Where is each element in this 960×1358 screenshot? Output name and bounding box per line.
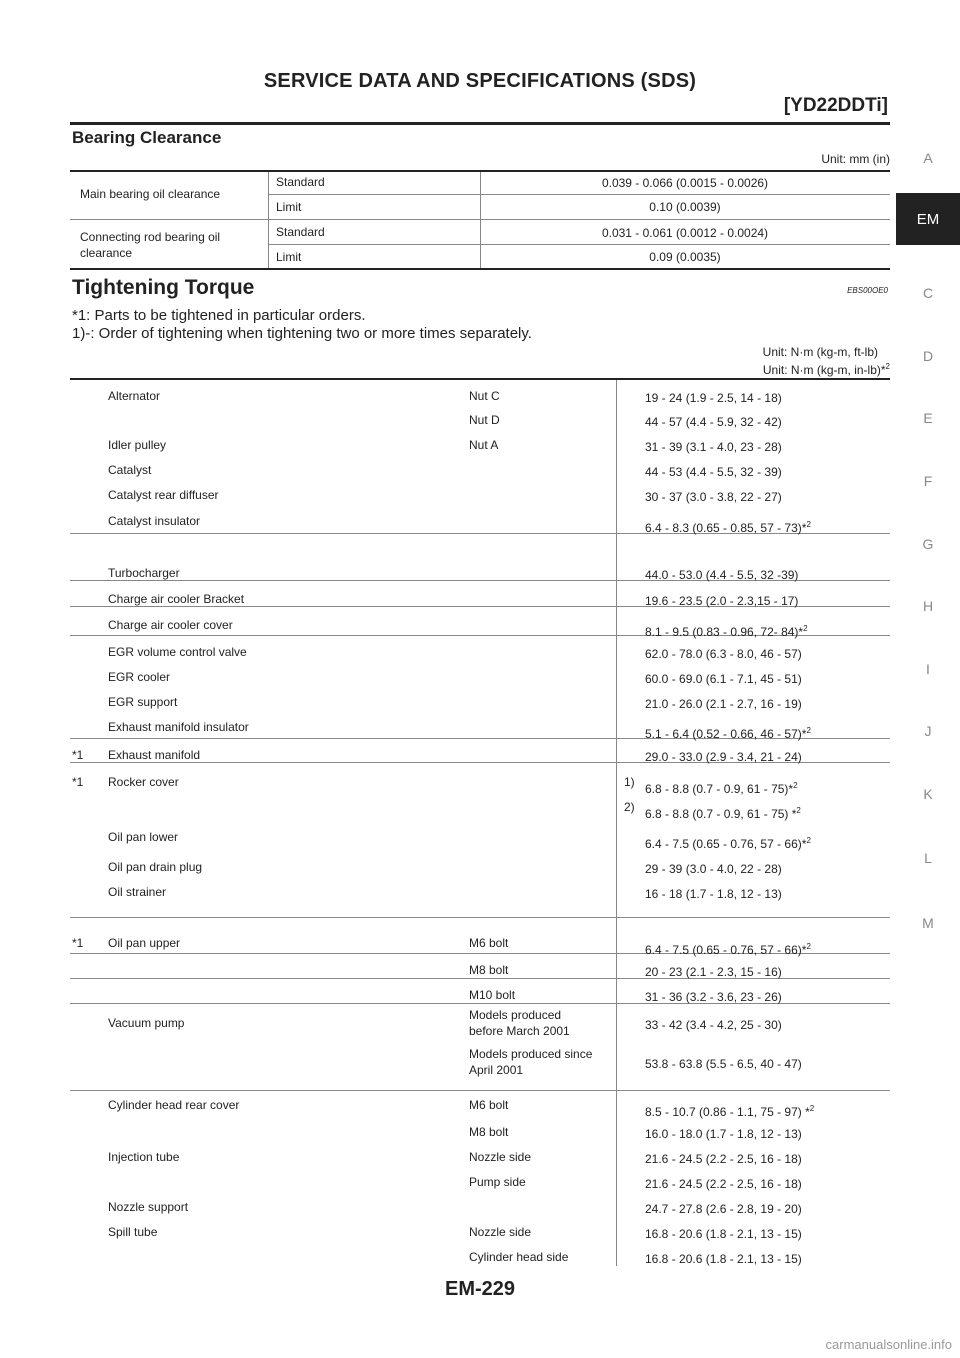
order-mark: *1 [72, 775, 84, 789]
sub-item: Nut C [469, 389, 500, 403]
sub-item: M6 bolt [469, 936, 509, 950]
part-name: EGR support [108, 695, 178, 709]
part-name: Oil pan drain plug [108, 860, 203, 874]
part-name: EGR cooler [108, 670, 171, 684]
row-divider [70, 917, 890, 918]
order-mark: *1 [72, 936, 84, 950]
sub-item: Models produced since [469, 1047, 593, 1061]
part-name: Charge air cooler cover [108, 618, 233, 632]
table-cell: Limit [276, 250, 302, 264]
side-tab-h[interactable]: H [922, 598, 934, 614]
sub-item: Nut D [469, 413, 500, 427]
part-name: Spill tube [108, 1225, 158, 1239]
torque-value: 44.0 - 53.0 (4.4 - 5.5, 32 -39) [645, 568, 799, 582]
table-cell: 0.09 (0.0035) [649, 250, 721, 264]
torque-value: 6.8 - 8.8 (0.7 - 0.9, 61 - 75) *$^2$ [645, 806, 801, 821]
sub-item: Models produced [469, 1008, 562, 1022]
torque-unit-1: Unit: N·m (kg-m, ft-lb) [762, 345, 878, 359]
side-tab-c[interactable]: C [922, 285, 934, 301]
torque-value: 6.4 - 7.5 (0.65 - 0.76, 57 - 66)*$^2$ [645, 942, 811, 957]
torque-value: 16.8 - 20.6 (1.8 - 2.1, 13 - 15) [645, 1227, 802, 1241]
main-bearing-label: Main bearing oil clearance [80, 187, 221, 201]
section-code: EBS00OE0 [847, 286, 888, 295]
part-name: Cylinder head rear cover [108, 1098, 240, 1112]
side-tab-f[interactable]: F [923, 473, 933, 489]
part-name: Alternator [108, 389, 161, 403]
part-name: Oil pan lower [108, 830, 179, 844]
header-rule [70, 122, 890, 125]
torque-value: 29.0 - 33.0 (2.9 - 3.4, 21 - 24) [645, 750, 802, 764]
table-cell: 0.039 - 0.066 (0.0015 - 0.0026) [601, 176, 769, 190]
part-name: Catalyst insulator [108, 514, 201, 528]
sub-item: Nozzle side [469, 1225, 532, 1239]
sub-item: April 2001 [469, 1063, 524, 1077]
torque-unit-2: Unit: N·m (kg-m, in-lb)*$^2$ [762, 362, 890, 377]
torque-note-1: *1: Parts to be tightened in particular orders. [72, 307, 366, 324]
side-tab-j[interactable]: J [924, 723, 932, 739]
torque-value: 21.6 - 24.5 (2.2 - 2.5, 16 - 18) [645, 1152, 802, 1166]
conrod-bearing-label: Connecting rod bearing oil [80, 230, 221, 244]
row-divider [70, 1090, 890, 1091]
side-tab-m[interactable]: M [922, 915, 934, 931]
table-cell: Standard [276, 225, 325, 239]
torque-value: 6.4 - 8.3 (0.65 - 0.85, 57 - 73)*$^2$ [645, 520, 811, 535]
order-mark: *1 [72, 748, 84, 762]
part-name: EGR volume control valve [108, 645, 247, 659]
sub-item: Cylinder head side [469, 1250, 569, 1264]
torque-value: 5.1 - 6.4 (0.52 - 0.66, 46 - 57)*$^2$ [645, 726, 811, 741]
torque-value: 8.1 - 9.5 (0.83 - 0.96, 72- 84)*$^2$ [645, 624, 808, 639]
part-name: Catalyst [108, 463, 152, 477]
sub-item: Nut A [469, 438, 499, 452]
part-name: Oil pan upper [108, 936, 181, 950]
bearing-unit: Unit: mm (in) [821, 152, 890, 166]
side-tab-e[interactable]: E [923, 410, 933, 426]
part-name: Injection tube [108, 1150, 180, 1164]
part-name: Catalyst rear diffuser [108, 488, 219, 502]
table-cell: 0.031 - 0.061 (0.0012 - 0.0024) [601, 226, 769, 240]
table-cell: Standard [276, 175, 325, 189]
torque-value: 16.0 - 18.0 (1.7 - 1.8, 12 - 13) [645, 1127, 802, 1141]
tightening-order: 1) [624, 775, 635, 789]
conrod-bearing-label: clearance [80, 246, 133, 260]
watermark: carmanualsonline.info [825, 1337, 952, 1352]
sub-item: M6 bolt [469, 1098, 509, 1112]
torque-value: 8.5 - 10.7 (0.86 - 1.1, 75 - 97) *$^2$ [645, 1104, 815, 1119]
torque-value: 20 - 23 (2.1 - 2.3, 15 - 16) [645, 965, 782, 979]
torque-value: 6.4 - 7.5 (0.65 - 0.76, 57 - 66)*$^2$ [645, 836, 811, 851]
part-name: Oil strainer [108, 885, 167, 899]
torque-value: 24.7 - 27.8 (2.6 - 2.8, 19 - 20) [645, 1202, 802, 1216]
sub-item: M8 bolt [469, 1125, 509, 1139]
sub-item: before March 2001 [469, 1024, 570, 1038]
sub-item: M10 bolt [469, 988, 516, 1002]
torque-value: 19 - 24 (1.9 - 2.5, 14 - 18) [645, 391, 782, 405]
tightening-torque-title: Tightening Torque [72, 276, 255, 299]
sub-item: Nozzle side [469, 1150, 532, 1164]
torque-value: 30 - 37 (3.0 - 3.8, 22 - 27) [645, 490, 782, 504]
torque-value: 6.8 - 8.8 (0.7 - 0.9, 61 - 75)*$^2$ [645, 781, 798, 796]
sub-item: Pump side [469, 1175, 526, 1189]
torque-value: 31 - 36 (3.2 - 3.6, 23 - 26) [645, 990, 782, 1004]
engine-model-label: [YD22DDTi] [783, 95, 888, 116]
side-tab-i[interactable]: I [926, 661, 930, 677]
page-header-title: SERVICE DATA AND SPECIFICATIONS (SDS) [263, 70, 697, 92]
part-name: Idler pulley [108, 438, 167, 452]
torque-value: 21.0 - 26.0 (2.1 - 2.7, 16 - 19) [645, 697, 802, 711]
side-tab-g[interactable]: G [922, 536, 934, 552]
torque-value: 44 - 57 (4.4 - 5.9, 32 - 42) [645, 415, 782, 429]
torque-value: 29 - 39 (3.0 - 4.0, 22 - 28) [645, 862, 782, 876]
torque-value: 21.6 - 24.5 (2.2 - 2.5, 16 - 18) [645, 1177, 802, 1191]
torque-value: 33 - 42 (3.4 - 4.2, 25 - 30) [645, 1018, 782, 1032]
torque-value: 60.0 - 69.0 (6.1 - 7.1, 45 - 51) [645, 672, 802, 686]
torque-value: 16 - 18 (1.7 - 1.8, 12 - 13) [645, 887, 782, 901]
part-name: Exhaust manifold insulator [108, 720, 249, 734]
torque-note-2: 1)-: Order of tightening when tightening two or more times separately. [72, 325, 532, 342]
torque-value: 31 - 39 (3.1 - 4.0, 23 - 28) [645, 440, 782, 454]
page-number: EM-229 [444, 1278, 516, 1300]
tightening-order: 2) [624, 800, 635, 814]
torque-value: 19.6 - 23.5 (2.0 - 2.3,15 - 17) [645, 594, 799, 608]
part-name: Exhaust manifold [108, 748, 201, 762]
table-rule [70, 378, 890, 380]
part-name: Vacuum pump [108, 1016, 185, 1030]
torque-value: 62.0 - 78.0 (6.3 - 8.0, 46 - 57) [645, 647, 802, 661]
bearing-clearance-title: Bearing Clearance [72, 128, 222, 147]
side-tab-k[interactable]: K [923, 786, 933, 802]
part-name: Nozzle support [108, 1200, 189, 1214]
side-tab-a[interactable]: A [923, 150, 933, 166]
sub-item: M8 bolt [469, 963, 509, 977]
part-name: Rocker cover [108, 775, 179, 789]
side-tab-l[interactable]: L [924, 850, 932, 866]
column-divider [616, 380, 617, 1266]
torque-value: 44 - 53 (4.4 - 5.5, 32 - 39) [645, 465, 782, 479]
side-tab-em[interactable]: EM [896, 193, 960, 245]
table-cell: Limit [276, 200, 302, 214]
table-cell: 0.10 (0.0039) [649, 200, 721, 214]
side-tab-d[interactable]: D [922, 348, 934, 364]
torque-value: 16.8 - 20.6 (1.8 - 2.1, 13 - 15) [645, 1252, 802, 1266]
part-name: Turbocharger [108, 566, 180, 580]
torque-value: 53.8 - 63.8 (5.5 - 6.5, 40 - 47) [645, 1057, 802, 1071]
part-name: Charge air cooler Bracket [108, 592, 245, 606]
